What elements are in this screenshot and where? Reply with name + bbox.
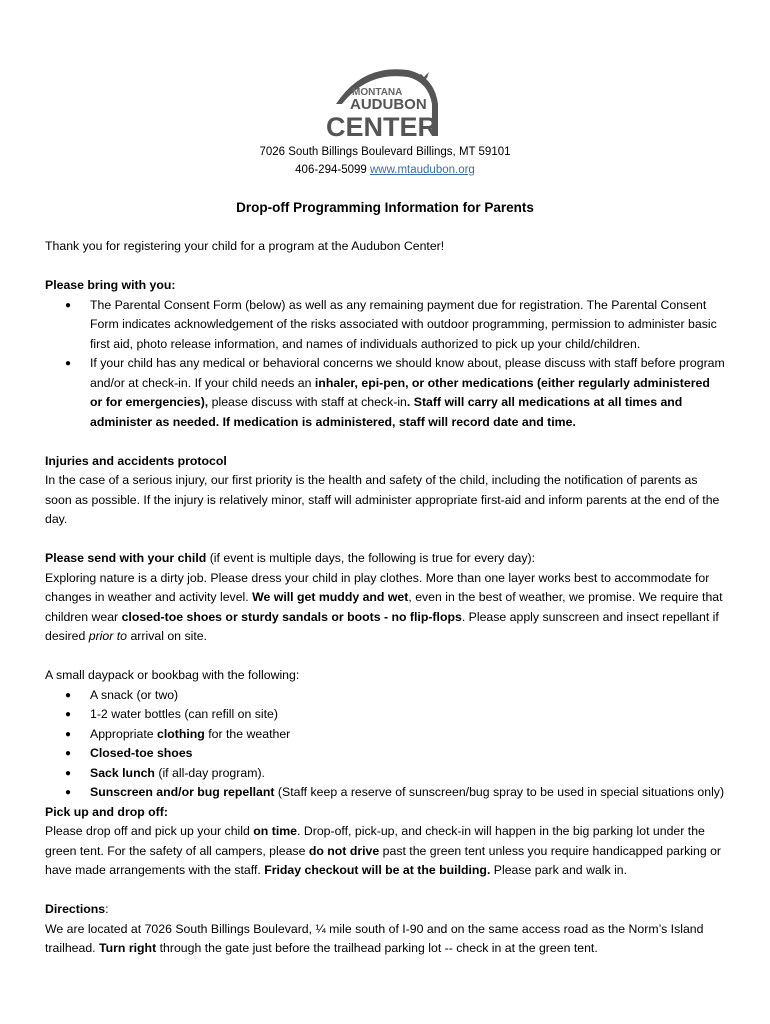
contact-line xyxy=(0,164,770,176)
send-heading: Please send with your child (if event is multiple days, the following is true for every day): xyxy=(45,551,536,565)
daypack-intro: A small daypack or bookbag with the following: xyxy=(45,668,300,682)
list-item: ● Appropriate clothing for the weather xyxy=(45,725,725,745)
address-line: 7026 South Billings Boulevard Billings, MT 59101 xyxy=(259,146,511,158)
bring-heading: Please bring with you: xyxy=(45,278,176,292)
logo-center: CENTER xyxy=(326,112,438,140)
list-item: ● 1-2 water bottles (can refill on site) xyxy=(45,705,725,725)
list-item: ● Sunscreen and/or bug repellant (Staff keep a reserve of sunscreen/bug spray to be used in special situations only) xyxy=(45,783,725,803)
injuries-heading: Injuries and accidents protocol xyxy=(45,453,227,468)
logo-montana: MONTANA xyxy=(352,87,403,98)
injuries-text: In the case of a serious injury, our first priority is the health and safety of the child, including the notification of parents as soon as possible. If the injury is relatively minor, staff will administer appropriate first-aid and inform parents at the end of the day. xyxy=(45,473,720,526)
list-item: ● A snack (or two) xyxy=(45,686,725,706)
logo-audubon: AUDUBON xyxy=(350,96,427,113)
bring-list xyxy=(45,296,725,433)
list-item: ● Closed-toe shoes xyxy=(45,744,725,764)
list-item: ● The Parental Consent Form (below) as well as any remaining payment due for registration. The Parental Consent Form indicates acknowledgement of the risks associated with outdoor programming, permission to administer basic first aid, photo release information, and names of individuals authorized to pick up your child/children. xyxy=(45,296,725,355)
phone-number: 406-294-5099 xyxy=(295,164,367,176)
list-item: ● Sack lunch (if all-day program). xyxy=(45,764,725,784)
send-text: Exploring nature is a dirty job. Please dress your child in play clothes. More than one layer works best to accommodate for changes in weather and activity level. We will get muddy and wet, even in the best of weather, we promise. We require that children wear closed-toe shoes or sturdy sandals or boots - no flip-flops. Please apply sunscreen and insect repellant if desired prior to arrival on site. xyxy=(45,570,723,643)
directions-heading: Directions: xyxy=(45,902,109,916)
page-title: Drop-off Programming Information for Parents xyxy=(236,200,534,215)
directions-text: We are located at 7026 South Billings Boulevard, ¼ mile south of I-90 and on the same access road as the Norm’s Island trailhead. Turn right through the gate just before the trailhead parking lot -- check in at the green tent. xyxy=(45,921,704,955)
daypack-list xyxy=(45,686,725,803)
pickup-heading: Pick up and drop off: xyxy=(45,804,168,819)
website-link[interactable]: www.mtaudubon.org xyxy=(369,164,475,176)
list-item: ● If your child has any medical or behavioral concerns we should know about, please discuss with staff before program and/or at check-in. If your child needs an inhaler, epi-pen, or other medications (either regularly administered or for emergencies), please discuss with staff at check-in. Staff will carry all medications at all times and administer as needed. If medication is administered, staff will record date and time. xyxy=(45,354,725,432)
audubon-center-logo xyxy=(322,64,446,140)
pickup-text: Please drop off and pick up your child on time. Drop-off, pick-up, and check-in will happen in the big parking lot under the green tent. For the safety of all campers, please do not drive past the green tent unless you require handicapped parking or have made arrangements with the staff. Friday checkout will be at the building. Please park and walk in. xyxy=(45,824,722,877)
intro-text: Thank you for registering your child for a program at the Audubon Center! xyxy=(45,239,445,253)
document-body xyxy=(45,237,725,959)
